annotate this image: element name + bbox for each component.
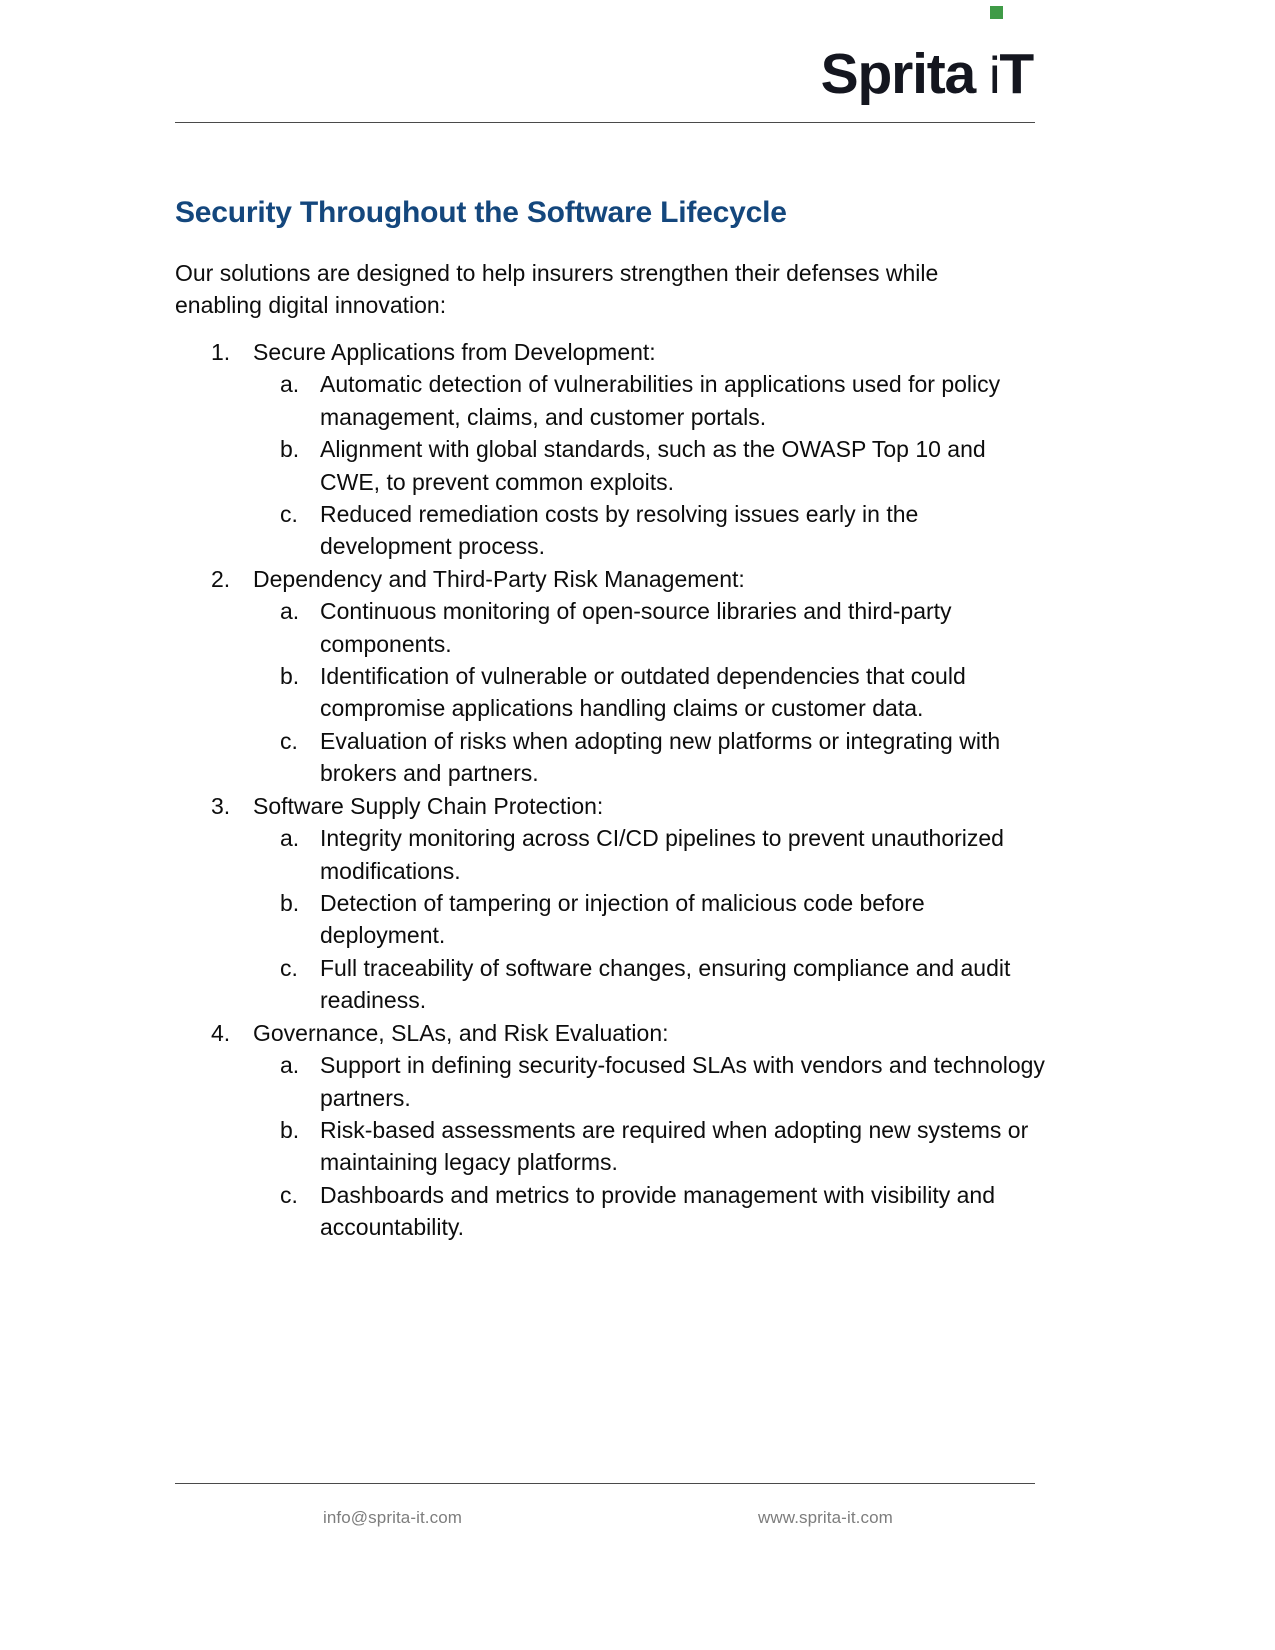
sub-item-marker: a.: [280, 371, 300, 398]
sub-item-text: Integrity monitoring across CI/CD pipelines to prevent unauthorized modifications.: [320, 825, 1004, 884]
document-body: [175, 196, 1045, 1244]
sub-item-text: Full traceability of software changes, ensuring compliance and audit readiness.: [320, 954, 1011, 1014]
sub-item-text: Identification of vulnerable or outdated dependencies that could compromise applications handling claims or customer data.: [320, 663, 966, 722]
sub-item-marker: b.: [280, 1116, 300, 1143]
sub-item-marker: c.: [280, 954, 298, 981]
section-heading: Governance, SLAs, and Risk Evaluation:: [253, 1019, 669, 1046]
sub-item-text: Dashboards and metrics to provide management with visibility and accountability.: [320, 1181, 995, 1241]
sub-item-marker: a.: [280, 1052, 300, 1079]
company-logo: [820, 28, 1035, 106]
sub-item-text: Support in defining security-focused SLAs with vendors and technology partners.: [320, 1052, 1045, 1111]
lettered-sub-list: [253, 822, 1045, 1017]
sub-item-marker: b.: [280, 663, 300, 690]
intro-paragraph: Our solutions are designed to help insurers strengthen their defenses while enabling digital innovation:: [175, 259, 939, 319]
sub-item: [253, 595, 1045, 660]
sub-item: [253, 725, 1045, 790]
logo-green-square-icon: [990, 6, 1003, 19]
sub-item: [253, 1114, 1045, 1179]
sub-item-text: Alignment with global standards, such as the OWASP Top 10 and CWE, to prevent common exploits.: [320, 436, 986, 495]
sub-item: [253, 822, 1045, 887]
logo-it-suffix: [989, 42, 1033, 106]
section-number: 4.: [211, 1019, 231, 1046]
lettered-sub-list: [253, 1049, 1045, 1244]
sub-item-text: Risk-based assessments are required when adopting new systems or maintaining legacy platforms.: [320, 1116, 1029, 1176]
sub-item-text: Continuous monitoring of open-source libraries and third-party components.: [320, 598, 952, 657]
section-item: [175, 790, 1045, 1017]
sub-item-marker: b.: [280, 889, 300, 916]
sub-item-text: Reduced remediation costs by resolving issues early in the development process.: [320, 500, 919, 560]
numbered-section-list: [175, 336, 1045, 1244]
page-title: Security Throughout the Software Lifecycle: [175, 196, 787, 229]
section-number: 2.: [211, 565, 231, 592]
sub-item: [253, 1049, 1045, 1114]
section-number: 1.: [211, 338, 231, 365]
logo-wordmark: Sprita: [820, 42, 976, 106]
header-divider: [175, 122, 1035, 123]
footer-divider: [175, 1483, 1035, 1484]
section-number: 3.: [211, 792, 231, 819]
sub-item: [253, 498, 1045, 563]
page-footer: [175, 1500, 1035, 1540]
sub-item: [253, 887, 1045, 952]
lettered-sub-list: [253, 368, 1045, 563]
sub-item-text: Evaluation of risks when adopting new platforms or integrating with brokers and partners.: [320, 727, 1001, 787]
sub-item-marker: a.: [280, 598, 300, 625]
sub-item-marker: c.: [280, 500, 298, 527]
lettered-sub-list: [253, 595, 1045, 790]
section-heading: Software Supply Chain Protection:: [253, 792, 604, 819]
footer-email[interactable]: info@sprita-it.com: [323, 1508, 463, 1527]
page-header: [175, 28, 1035, 123]
section-heading: Dependency and Third-Party Risk Management:: [253, 565, 745, 592]
section-item: [175, 1017, 1045, 1244]
sub-item-text: Detection of tampering or injection of malicious code before deployment.: [320, 889, 925, 949]
section-heading: Secure Applications from Development:: [253, 338, 656, 365]
sub-item: [253, 952, 1045, 1017]
section-item: [175, 336, 1045, 563]
section-item: [175, 563, 1045, 790]
logo-letter-t: T: [999, 42, 1033, 106]
sub-item-marker: c.: [280, 1181, 298, 1208]
sub-item: [253, 433, 1045, 498]
sub-item-marker: c.: [280, 727, 298, 754]
sub-item: [253, 368, 1045, 433]
footer-website[interactable]: www.sprita-it.com: [758, 1508, 893, 1527]
logo-letter-i: i: [989, 47, 1000, 105]
sub-item-marker: b.: [280, 436, 300, 463]
sub-item: [253, 660, 1045, 725]
sub-item-text: Automatic detection of vulnerabilities in applications used for policy management, claims, and customer portals.: [320, 371, 1001, 430]
sub-item: [253, 1179, 1045, 1244]
sub-item-marker: a.: [280, 825, 300, 852]
